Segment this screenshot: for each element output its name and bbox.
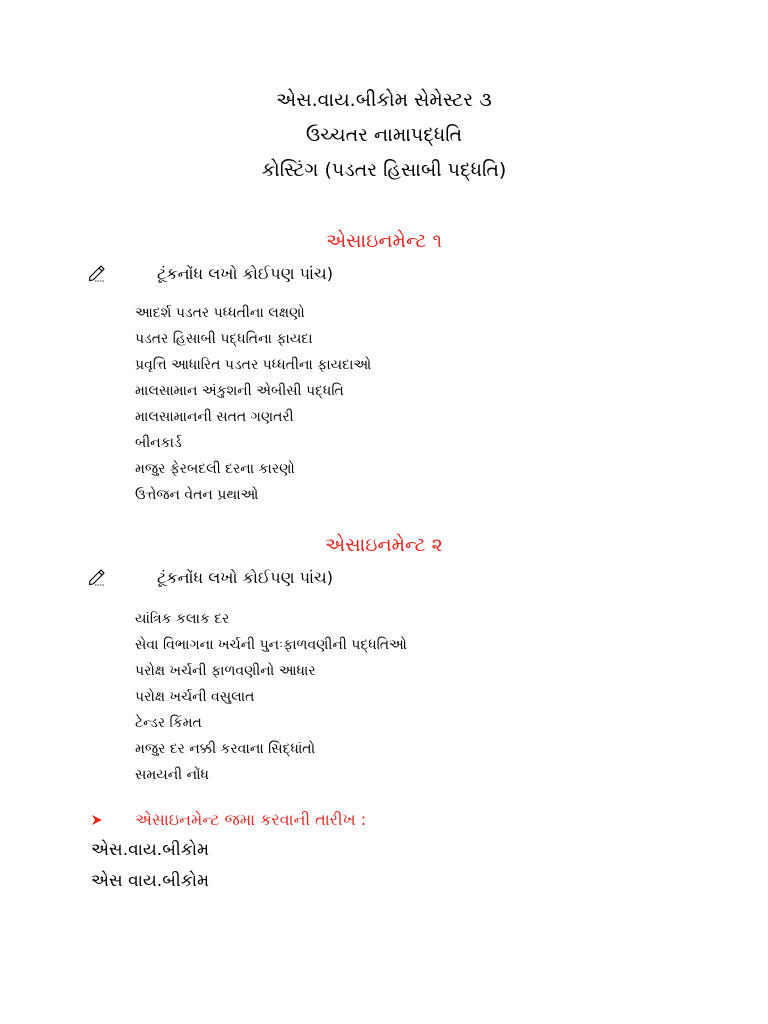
list-item: પરોક્ષ ખર્ચની ફાળવણીનો આધાર — [135, 663, 316, 679]
list-item: સેવા વિભાગના ખર્ચની પુનઃફાળવણીની પદ્ધતિઓ — [135, 637, 407, 653]
footer-course-line-2: એસ વાય.બીકોમ — [91, 871, 209, 891]
list-item: યાંત્રિક કલાક દર — [135, 611, 230, 627]
list-item: ટેન્ડર કિંમત — [135, 715, 202, 731]
list-item: પરોક્ષ ખર્ચની વસુલાત — [135, 689, 255, 705]
list-item: પડતર હિસાબી પદ્ધતિના ફાયદા — [135, 331, 313, 347]
list-item: માલસામાન અંકુશની એબીસી પદ્ધતિ — [135, 383, 344, 399]
footer-course-line-1: એસ.વાય.બીકોમ — [91, 840, 209, 860]
list-item: સમયની નોંધ — [135, 767, 209, 783]
submission-date-label: એસાઇનમેન્ટ જમા કરવાની તારીખ : — [135, 810, 367, 829]
instruction-text: ટૂંકનોંધ લખો કોઈપણ પાંચ) — [157, 568, 333, 587]
list-item: પ્રવૃત્તિ આધારિત પડતર પધ્ધતીના ફાયદાઓ — [135, 357, 372, 373]
list-item: ઉત્તેજન વેતન પ્રથાઓ — [135, 487, 259, 503]
assignment-2-topic-list — [135, 606, 407, 788]
pen-writing-icon — [88, 568, 106, 586]
subject-title: ઉચ્ચતર નામાપદ્ધતિ — [305, 124, 463, 146]
list-item: મજુર ફેરબદલી દરના કારણો — [135, 461, 295, 477]
list-item: આદર્શ પડતર પધ્ધતીના લક્ષણો — [135, 305, 305, 321]
pen-writing-icon — [88, 264, 106, 282]
list-item: બીનકાર્ડ — [135, 435, 182, 451]
assignment-1-topic-list — [135, 300, 371, 508]
assignment-1-title: એસાઇનમેન્ટ ૧ — [326, 230, 442, 252]
topic-title: કોસ્ટિંગ (પડતર હિસાબી પદ્ધતિ) — [261, 159, 507, 181]
assignment-2-title: એસાઇનમેન્ટ ૨ — [325, 534, 443, 556]
list-item: માલસામાનની સતત ગણતરી — [135, 409, 294, 425]
list-item: મજુર દર નક્કી કરવાના સિદ્ધાંતો — [135, 741, 316, 757]
course-title: એસ.વાય.બીકોમ સેમેસ્ટર ૩ — [276, 89, 492, 111]
arrow-bullet-icon — [91, 814, 103, 826]
instruction-text: ટૂંકનોંધ લખો કોઈપણ પાંચ) — [157, 264, 333, 283]
